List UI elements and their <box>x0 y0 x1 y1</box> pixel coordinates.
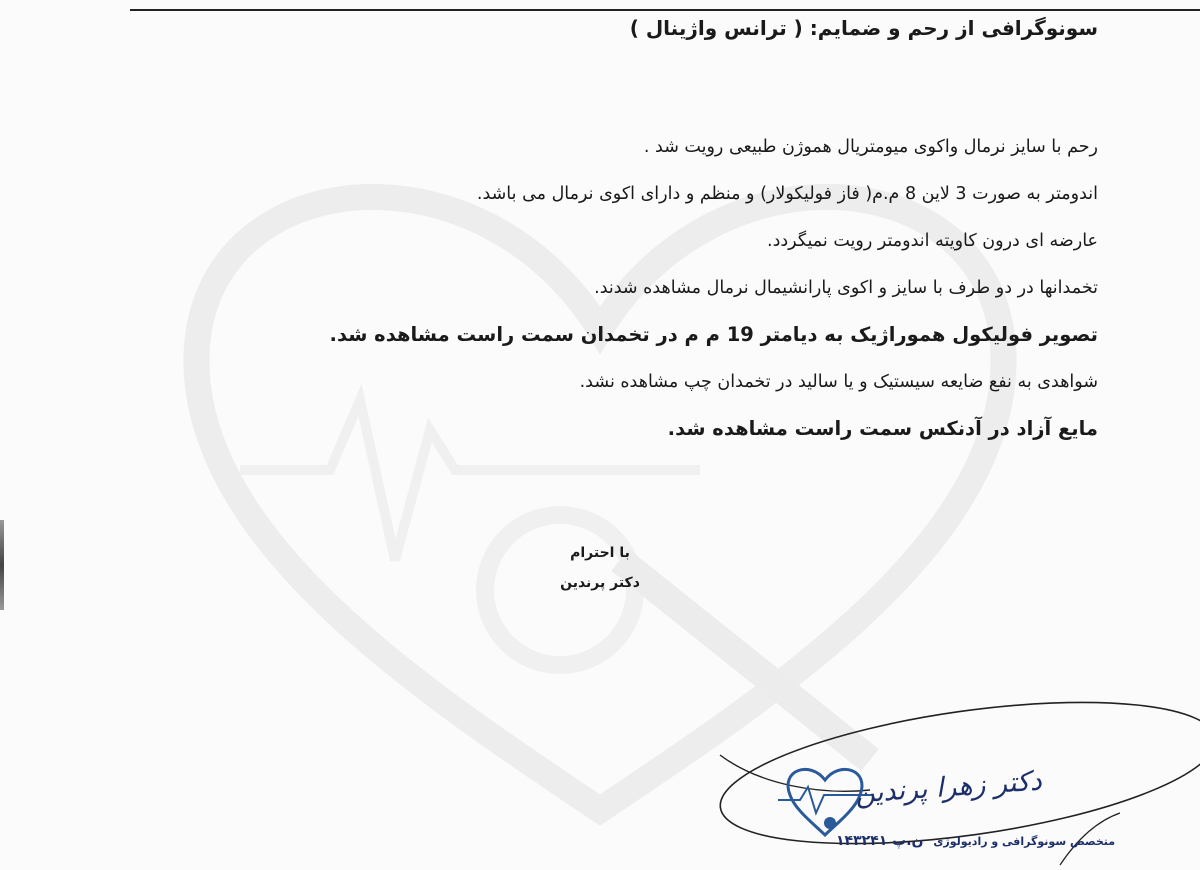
stamp-credentials <box>836 833 1115 849</box>
salutation: با احترام <box>570 545 630 561</box>
doctor-name: دکتر پرندین <box>560 575 640 591</box>
paper-edge-shadow <box>0 520 4 610</box>
top-divider <box>130 9 1200 11</box>
finding-line: شواهدی به نفع ضایعه سیستیک و یا سالید در تخمدان چپ مشاهده نشد. <box>579 372 1098 392</box>
finding-line: تخمدانها در دو طرف با سایز و اکوی پارانشیمال نرمال مشاهده شدند. <box>594 278 1098 298</box>
finding-line-emphasized: تصویر فولیکول هموراژیک به دیامتر 19 م م در تخمدان سمت راست مشاهده شد. <box>329 323 1098 346</box>
stamp-license: ن.پ ۱۴۳۲۴۱ <box>836 833 924 849</box>
finding-line: رحم با سایز نرمال واکوی میومتریال هموژن طبیعی رویت شد . <box>643 137 1098 157</box>
report-title: سونوگرافی از رحم و ضمایم: ( ترانس واژینال ) <box>629 16 1098 40</box>
finding-line: عارضه ای درون کاویته اندومتر رویت نمیگردد. <box>767 231 1098 251</box>
finding-line: اندومتر به صورت 3 لاین 8 م.م( فاز فولیکولار) و منظم و دارای اکوی نرمال می باشد. <box>476 184 1098 204</box>
stamp-specialty: متخصص سونوگرافی و رادیولوژی <box>933 835 1116 848</box>
stamp-signature-name: دکتر زهرا پرندین <box>854 765 1043 810</box>
closing-block <box>490 538 710 598</box>
findings-list <box>238 133 1098 462</box>
finding-line-emphasized: مایع آزاد در آدنکس سمت راست مشاهده شد. <box>667 417 1098 440</box>
